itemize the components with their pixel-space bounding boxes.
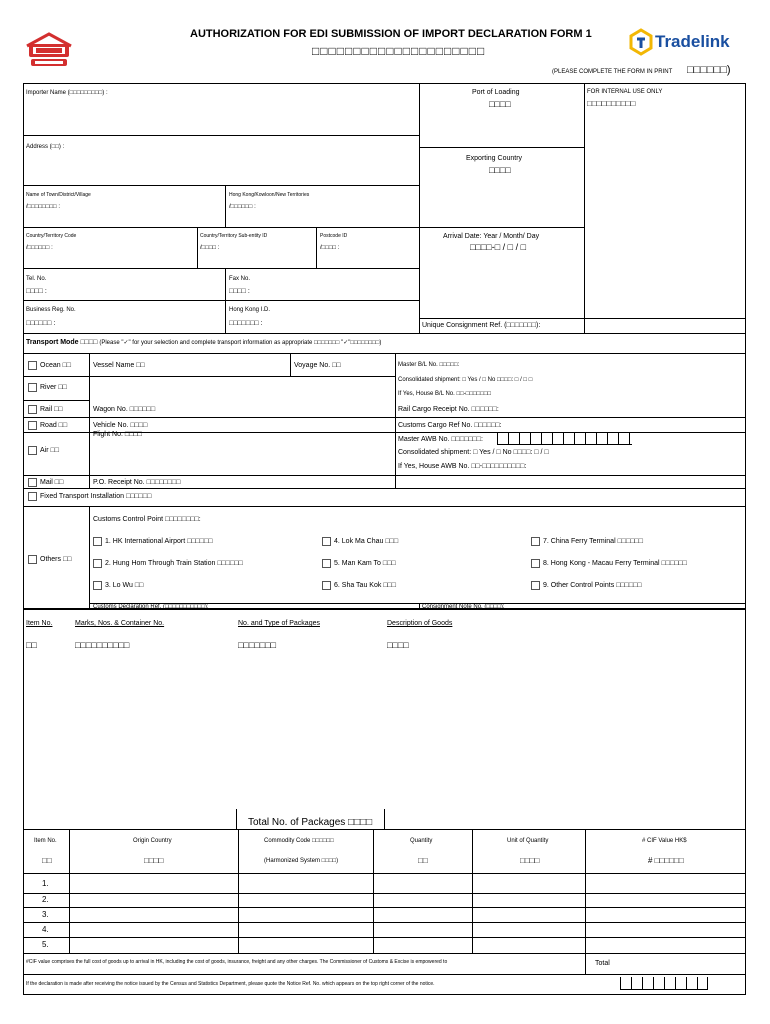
table-row: 3. <box>42 910 49 919</box>
fixed-transport-checkbox[interactable] <box>28 492 37 501</box>
table-row: 4. <box>42 925 49 934</box>
ucr-label: Unique Consignment Ref. (□□□□□□□): <box>422 322 541 329</box>
tel-label-cn: □□□□ : <box>26 288 47 295</box>
transport-mode-heading: Transport Mode □□□□ (Please "✓" for your selection and complete transport information as appropriate □□□□□□□ "✓"□□□□□□□□) <box>26 339 382 346</box>
consolidated-air-label: Consolidated shipment: □ Yes / □ No □□□□: □ / □ <box>398 449 549 456</box>
cp-2-label: 2. Hung Hom Through Train Station □□□□□□ <box>105 560 243 567</box>
rail-receipt-label: Rail Cargo Receipt No. □□□□□□: <box>398 406 499 413</box>
hk-label-cn: /□□□□□□ : <box>229 204 256 210</box>
arrival-date-label: Arrival Date: Year / Month/ Day <box>443 233 540 240</box>
country-code-label-cn: /□□□□□□ : <box>26 245 53 251</box>
customs-logo <box>23 32 75 68</box>
cargo-ref-label: Customs Cargo Ref No. □□□□□□: <box>398 422 502 429</box>
hkid-label-cn: □□□□□□□ : <box>229 320 263 327</box>
po-receipt-label: P.O. Receipt No. □□□□□□□□ <box>93 479 181 486</box>
col-cif-value-cn: # □□□□□□ <box>648 856 684 865</box>
cp-4-checkbox[interactable] <box>322 537 331 546</box>
cp-3-label: 3. Lo Wu □□ <box>105 582 144 589</box>
declaration-ref-label: Customs Declaration Ref. (□□□□□□□□□□□): <box>93 604 209 610</box>
master-bl-label: Master B/L No. □□□□□: <box>398 362 460 368</box>
town-label-cn: /□□□□□□□□ : <box>26 204 60 210</box>
master-awb-boxes[interactable] <box>497 433 632 445</box>
town-label: Name of Town/District/Village <box>26 192 91 198</box>
col-origin-country: Origin Country <box>133 838 172 844</box>
col-origin-country-cn: □□□□ <box>144 856 164 865</box>
cp-5-checkbox[interactable] <box>322 559 331 568</box>
address-label: Address (□□) : <box>26 144 65 150</box>
print-note: (PLEASE COMPLETE THE FORM IN PRINT <box>552 69 673 75</box>
br-label: Business Reg. No. <box>26 307 76 313</box>
cp-1-label: 1. HK International Airport □□□□□□ <box>105 538 213 545</box>
col-quantity: Quantity <box>410 838 433 844</box>
port-of-loading-label: Port of Loading <box>472 89 520 96</box>
form-subtitle-cn: □□□□□□□□□□□□□□□□□□□□□ <box>312 44 486 58</box>
road-checkbox[interactable] <box>28 421 37 430</box>
postcode-label: Postcode ID <box>320 233 348 239</box>
air-checkbox[interactable] <box>28 446 37 455</box>
exporting-country-label-cn: □□□□ <box>489 165 511 175</box>
cp-8-label: 8. Hong Kong - Macau Ferry Terminal □□□□□□ <box>543 560 687 567</box>
vehicle-no-label: Vehicle No. □□□□ <box>93 422 148 429</box>
cif-footnote: #CIF value comprises the full cost of goods up to arrival in HK, including the cost of goods, insurance, freight and any other charges. The Commissioner of Customs & Excise is empowered to <box>26 959 448 965</box>
air-label: Air □□ <box>40 447 59 454</box>
hkid-label: Hong Kong I.D. <box>229 307 271 313</box>
cp-9-label: 9. Other Control Points □□□□□□ <box>543 582 642 589</box>
consolidated-shipment-label: Consolidated shipment: □ Yes / □ No □□□□: □ / □ □ <box>398 377 533 383</box>
cp-6-checkbox[interactable] <box>322 581 331 590</box>
internal-use-label-cn: □□□□□□□□□□ <box>587 99 636 108</box>
total-packages-label: Total No. of Packages □□□□ <box>248 817 373 828</box>
master-awb-label: Master AWB No. □□□□□□□: <box>398 436 483 443</box>
item-no-header-cn: □□ <box>26 640 37 650</box>
others-label: Others □□ <box>40 556 72 563</box>
control-point-label: Customs Control Point □□□□□□□□: <box>93 516 201 523</box>
importer-name-field[interactable] <box>26 100 416 132</box>
cp-2-checkbox[interactable] <box>93 559 102 568</box>
item-no-header: Item No. <box>26 620 53 627</box>
notice-ref-boxes[interactable] <box>620 977 708 990</box>
cp-7-label: 7. China Ferry Terminal □□□□□□ <box>543 538 643 545</box>
river-label: River □□ <box>40 384 67 391</box>
subentity-label-cn: /□□□□ : <box>200 245 220 251</box>
br-label-cn: □□□□□□ : <box>26 320 56 327</box>
cp-1-checkbox[interactable] <box>93 537 102 546</box>
cp-5-label: 5. Man Kam To □□□ <box>334 560 396 567</box>
river-checkbox[interactable] <box>28 383 37 392</box>
cp-7-checkbox[interactable] <box>531 537 540 546</box>
form-title: AUTHORIZATION FOR EDI SUBMISSION OF IMPORT DECLARATION FORM 1 <box>190 28 592 40</box>
col-item-no-cn: □□ <box>42 856 52 865</box>
table-row: 2. <box>42 895 49 904</box>
transport-instruction: (Please "✓" for your selection and complete transport information as appropriate □□□□□□□ "✓"□□□□□□□□) <box>99 340 382 346</box>
vessel-name-label: Vessel Name □□ <box>93 362 145 369</box>
rail-checkbox[interactable] <box>28 405 37 414</box>
goods-entry-area[interactable] <box>26 655 743 805</box>
cp-4-label: 4. Lok Ma Chau □□□ <box>334 538 399 545</box>
total-label: Total <box>595 960 610 967</box>
house-bl-label: If Yes, House B/L No. □□-□□□□□□□ <box>398 391 492 397</box>
consignment-note-label: Consignment Note No. (□□□□): <box>422 604 505 610</box>
packages-header: No. and Type of Packages <box>238 620 320 627</box>
description-header: Description of Goods <box>387 620 453 627</box>
packages-header-cn: □□□□□□□ <box>238 640 277 650</box>
col-quantity-cn: □□ <box>418 856 428 865</box>
description-header-cn: □□□□ <box>387 640 409 650</box>
subentity-label: Country/Territory Sub-entity ID <box>200 233 268 239</box>
notice-ref-text: If the declaration is made after receiving the notice issued by the Census and Statistics Department, please quote the Notice Ref. No. which appears on the top right corner of the notice. <box>26 981 435 987</box>
col-commodity-code-cn: (Harmonized System □□□□) <box>264 858 339 864</box>
col-item-no: Item No. <box>34 838 57 844</box>
marks-header: Marks, Nos. & Container No. <box>75 620 165 627</box>
fax-label: Fax No. <box>229 276 251 282</box>
fax-label-cn: □□□□ : <box>229 288 250 295</box>
voyage-no-label: Voyage No. □□ <box>294 362 341 369</box>
tradelink-brand: Tradelink <box>655 32 730 51</box>
flight-no-label: Flight No. □□□□ <box>93 431 142 438</box>
table-row: 5. <box>42 940 49 949</box>
print-note-cn: □□□□□□) <box>687 64 731 76</box>
col-unit-of-quantity-cn: □□□□ <box>520 856 540 865</box>
mail-checkbox[interactable] <box>28 478 37 487</box>
fixed-transport-label: Fixed Transport Installation □□□□□□ <box>40 493 152 500</box>
cp-8-checkbox[interactable] <box>531 559 540 568</box>
cp-3-checkbox[interactable] <box>93 581 102 590</box>
importer-name-label: Importer Name (□□□□□□□□□) : <box>26 90 108 96</box>
ocean-checkbox[interactable] <box>28 361 37 370</box>
address-field[interactable] <box>26 152 416 182</box>
col-cif-value: # CIF Value HK$ <box>642 838 687 844</box>
house-awb-label: If Yes, House AWB No. □□-□□□□□□□□□□: <box>398 463 527 470</box>
internal-use-label: FOR INTERNAL USE ONLY <box>587 89 663 95</box>
port-of-loading-label-cn: □□□□ <box>489 99 511 109</box>
others-checkbox[interactable] <box>28 555 37 564</box>
exporting-country-label: Exporting Country <box>466 155 523 162</box>
marks-header-cn: □□□□□□□□□□ <box>75 640 130 650</box>
road-label: Road □□ <box>40 422 68 429</box>
tradelink-logo <box>628 28 743 56</box>
postcode-label-cn: /□□□□ : <box>320 245 340 251</box>
hk-label: Hong Kong/Kowloon/New Territories <box>229 192 310 198</box>
rail-label: Rail □□ <box>40 406 63 413</box>
wagon-no-label: Wagon No. □□□□□□ <box>93 406 156 413</box>
arrival-date-label-cn: □□□□-□ / □ / □ <box>470 242 527 252</box>
tel-label: Tel. No. <box>26 276 47 282</box>
mail-label: Mail □□ <box>40 479 64 486</box>
cp-9-checkbox[interactable] <box>531 581 540 590</box>
country-code-label: Country/Territory Code <box>26 233 77 239</box>
table-row: 1. <box>42 879 49 888</box>
col-commodity-code: Commodity Code □□□□□□ <box>264 838 334 844</box>
ocean-label: Ocean □□ <box>40 362 72 369</box>
cp-6-label: 6. Sha Tau Kok □□□ <box>334 582 396 589</box>
col-unit-of-quantity: Unit of Quantity <box>507 838 549 844</box>
